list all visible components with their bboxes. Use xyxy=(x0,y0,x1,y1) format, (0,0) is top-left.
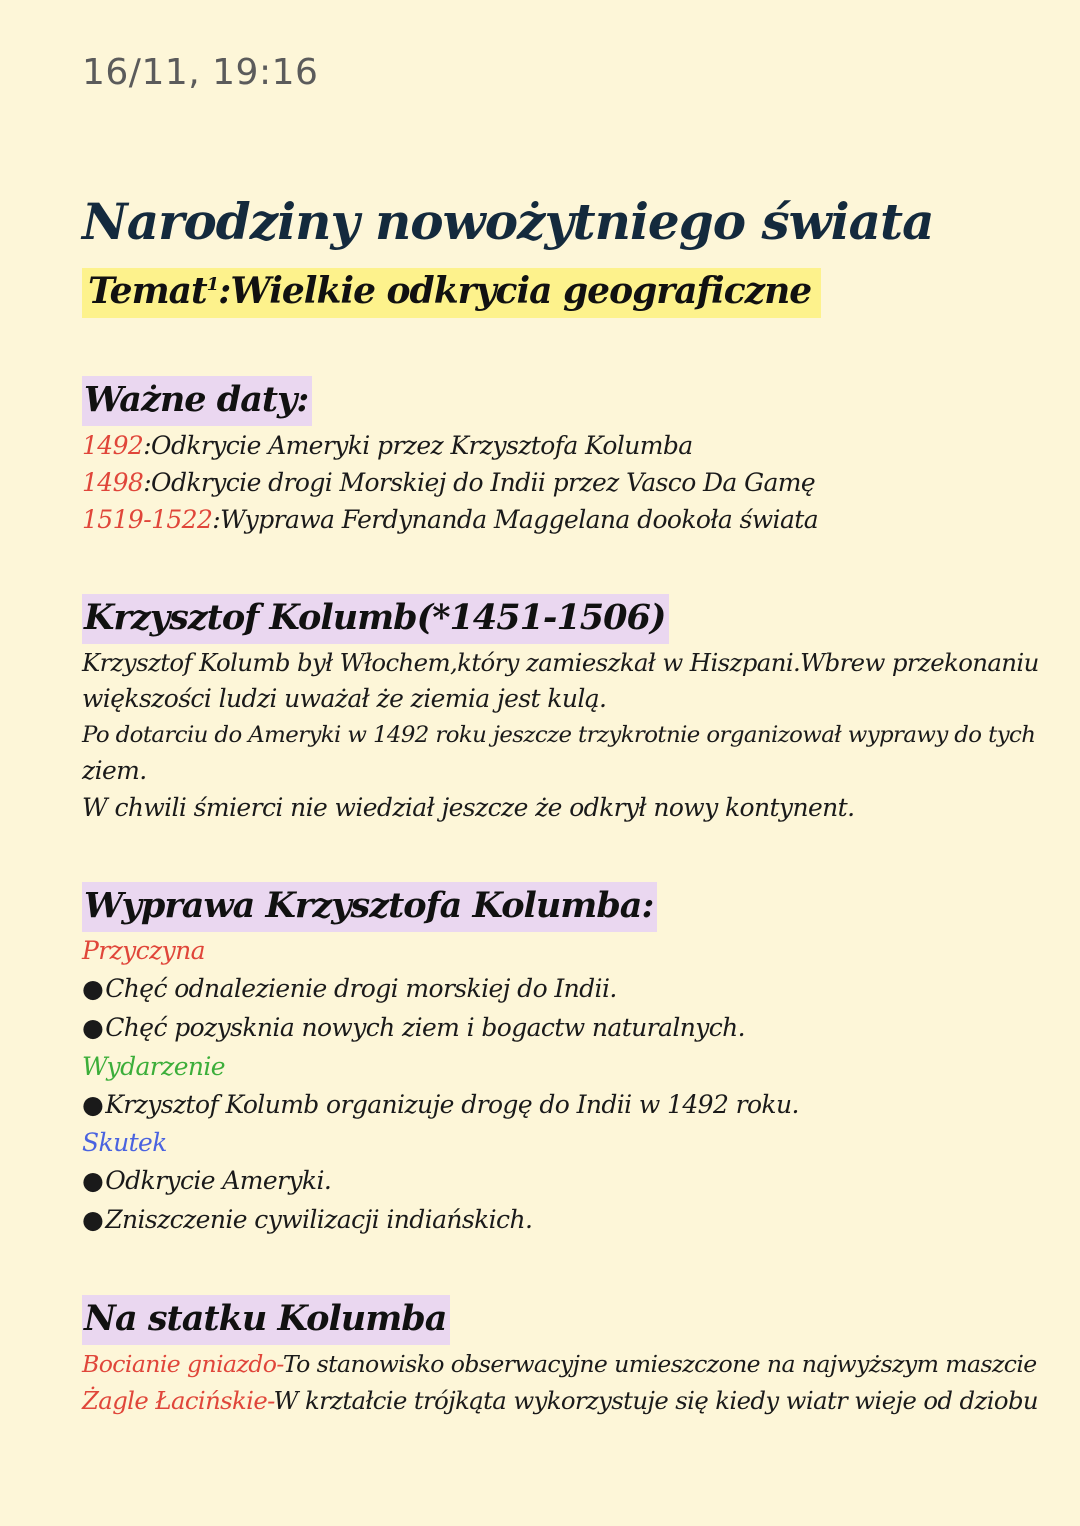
date-item xyxy=(82,502,818,538)
list-item-text: Odkrycie Ameryki. xyxy=(105,1166,332,1195)
topic-text: :Wielkie odkrycia geograficzne xyxy=(218,270,812,312)
definition-text: To stanowisko obserwacyjne umieszczone na najwyższym maszcie xyxy=(282,1350,1037,1378)
section-heading-statek: Na statku Kolumba xyxy=(82,1295,450,1345)
section-heading-wyprawa: Wyprawa Krzysztofa Kolumba: xyxy=(82,882,657,932)
effect-label: Skutek xyxy=(82,1128,167,1157)
date-text: :Wyprawa Ferdynanda Maggelana dookoła świata xyxy=(212,505,819,534)
page-title: Narodziny nowożytniego świata xyxy=(82,192,934,251)
definition-term: Żagle Łacińskie- xyxy=(82,1386,274,1415)
bullet-icon: ● xyxy=(82,1090,104,1119)
list-item xyxy=(82,1010,745,1046)
list-item-text: Chęć odnalezienie drogi morskiej do Indii. xyxy=(105,974,617,1003)
list-item-text: Zniszczenie cywilizacji indiańskich. xyxy=(105,1205,533,1234)
definition-term: Bocianie gniazdo- xyxy=(82,1350,283,1378)
timestamp: 16/11, 19:16 xyxy=(82,52,319,93)
bullet-icon: ● xyxy=(82,1013,104,1042)
paragraph-line: ziem. xyxy=(82,756,147,785)
topic-footnote-mark: 1 xyxy=(206,274,219,295)
date-year: 1498 xyxy=(82,468,144,497)
paragraph-line: W chwili śmierci nie wiedział jeszcze że odkrył nowy kontynent. xyxy=(82,793,855,822)
paragraph-line: większości ludzi uważał że ziemia jest kulą. xyxy=(82,684,607,713)
date-item xyxy=(82,465,815,501)
paragraph-line: Po dotarciu do Ameryki w 1492 roku jeszcze trzykrotnie organizował wyprawy do tych xyxy=(82,722,1036,748)
definition-text: W krztałcie trójkąta wykorzystuje się kiedy wiatr wieje od dziobu xyxy=(273,1386,1038,1415)
paragraph-line: Krzysztof Kolumb był Włochem,który zamieszkał w Hiszpani.Wbrew przekonaniu xyxy=(82,648,1039,677)
definition-item xyxy=(82,1346,1037,1382)
list-item xyxy=(82,1087,799,1123)
section-heading-dates: Ważne daty: xyxy=(82,376,312,426)
list-item xyxy=(82,971,617,1007)
event-label: Wydarzenie xyxy=(82,1052,225,1081)
cause-label: Przyczyna xyxy=(82,936,205,965)
date-text: :Odkrycie drogi Morskiej do Indii przez Vasco Da Gamę xyxy=(143,468,816,497)
bullet-icon: ● xyxy=(82,974,104,1003)
date-year: 1519-1522 xyxy=(82,505,213,534)
list-item-text: Chęć pozysknia nowych ziem i bogactw naturalnych. xyxy=(105,1013,745,1042)
list-item-text: Krzysztof Kolumb organizuje drogę do Indii w 1492 roku. xyxy=(105,1090,799,1119)
list-item xyxy=(82,1163,331,1199)
date-item xyxy=(82,428,693,464)
topic-prefix: Temat xyxy=(88,270,207,312)
date-year: 1492 xyxy=(82,431,144,460)
list-item xyxy=(82,1202,532,1238)
bullet-icon: ● xyxy=(82,1205,104,1234)
section-heading-kolumb: Krzysztof Kolumb(*1451-1506) xyxy=(82,594,669,644)
date-text: :Odkrycie Ameryki przez Krzysztofa Kolumba xyxy=(143,431,693,460)
topic-line xyxy=(82,268,821,318)
definition-item xyxy=(82,1383,1038,1419)
bullet-icon: ● xyxy=(82,1166,104,1195)
